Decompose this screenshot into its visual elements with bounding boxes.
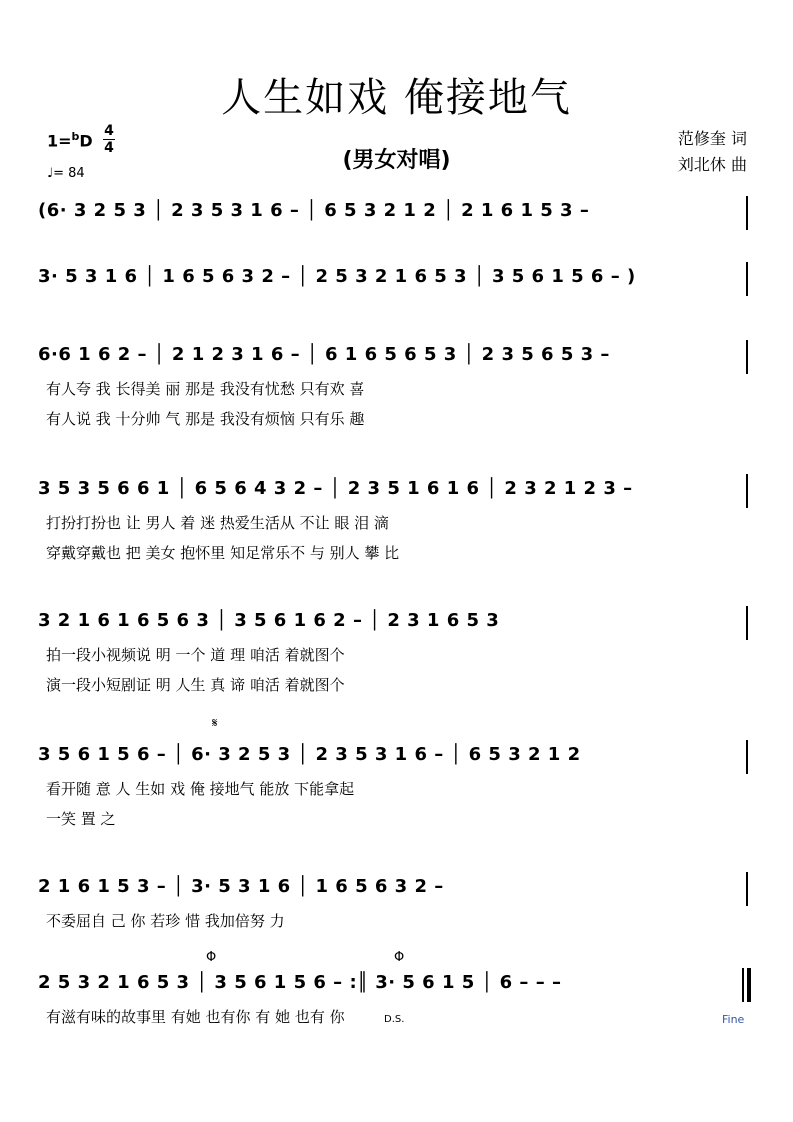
coda-mark: Φ (206, 950, 217, 965)
lyric-line: 穿戴穿戴也 把 美女 抱怀里 知足常乐不 与 别人 攀 比 (46, 544, 400, 562)
notation-row-8: 2 5 3 2 1 6 5 3 │ 3 5 6 1 5 6 – :║ 3· 5 6 1 5 │ 6 – – – (38, 972, 562, 993)
notation-row-5: 3 2 1 6 1 6 5 6 3 │ 3 5 6 1 6 2 – │ 2 3 1 6 5 3 (38, 610, 500, 631)
notation-row-6: 3 5 6 1 5 6 – │ 6· 3 2 5 3 │ 2 3 5 3 1 6 – │ 6 5 3 2 1 2 (38, 744, 581, 765)
barline (746, 740, 748, 774)
key-signature: 1=$^b$D (47, 130, 93, 151)
fine-mark: Fine (722, 1013, 745, 1026)
barline (746, 196, 748, 230)
tempo-marking: ♩= 84 (47, 166, 85, 181)
barline (746, 262, 748, 296)
segno-mark: 𝄋 (212, 716, 218, 731)
page-title: 人生如戏 俺接地气 (221, 75, 572, 121)
ds-mark: D.S. (384, 1014, 405, 1025)
lyric-line: 有滋有味的故事里 有她 也有你 有 她 也有 你 (46, 1008, 345, 1026)
notation-row-1: (6· 3 2 5 3 │ 2 3 5 3 1 6 – │ 6 5 3 2 1 2 │ 2 1 6 1 5 3 – (38, 200, 590, 221)
notation-row-7: 2 1 6 1 5 3 – │ 3· 5 3 1 6 │ 1 6 5 6 3 2 – (38, 876, 444, 897)
notation-row-3: 6·6 1 6 2 – │ 2 1 2 3 1 6 – │ 6 1 6 5 6 5 3 │ 2 3 5 6 5 3 – (38, 344, 610, 365)
barline (746, 872, 748, 906)
lyric-line: 拍一段小视频说 明 一个 道 理 咱活 着就图个 (46, 646, 345, 664)
lyric-line: 有人夸 我 长得美 丽 那是 我没有忧愁 只有欢 喜 (46, 380, 365, 398)
barline (742, 968, 744, 1002)
coda-mark: Φ (394, 950, 405, 965)
barline (746, 606, 748, 640)
composer-credit: 刘北休 曲 (677, 155, 747, 174)
lyric-line: 一笑 置 之 (46, 810, 116, 828)
subtitle: (男女对唱) (342, 148, 451, 173)
lyricist-credit: 范修奎 词 (677, 129, 747, 148)
lyric-line: 看开随 意 人 生如 戏 俺 接地气 能放 下能拿起 (46, 780, 355, 798)
time-signature: 4 4 (104, 123, 114, 156)
lyric-line: 演一段小短剧证 明 人生 真 谛 咱活 着就图个 (46, 676, 345, 694)
lyric-line: 不委屈自 己 你 若珍 惜 我加倍努 力 (46, 912, 285, 930)
barline (746, 474, 748, 508)
notation-row-4: 3 5 3 5 6 6 1 │ 6 5 6 4 3 2 – │ 2 3 5 1 6 1 6 │ 2 3 2 1 2 3 – (38, 478, 633, 499)
lyric-line: 打扮打扮也 让 男人 着 迷 热爱生活从 不让 眼 泪 滴 (46, 514, 389, 532)
final-barline (747, 968, 751, 1002)
notation-row-2: 3· 5 3 1 6 │ 1 6 5 6 3 2 – │ 2 5 3 2 1 6 5 3 │ 3 5 6 1 5 6 – ) (38, 266, 636, 287)
lyric-line: 有人说 我 十分帅 气 那是 我没有烦恼 只有乐 趣 (46, 410, 365, 428)
barline (746, 340, 748, 374)
